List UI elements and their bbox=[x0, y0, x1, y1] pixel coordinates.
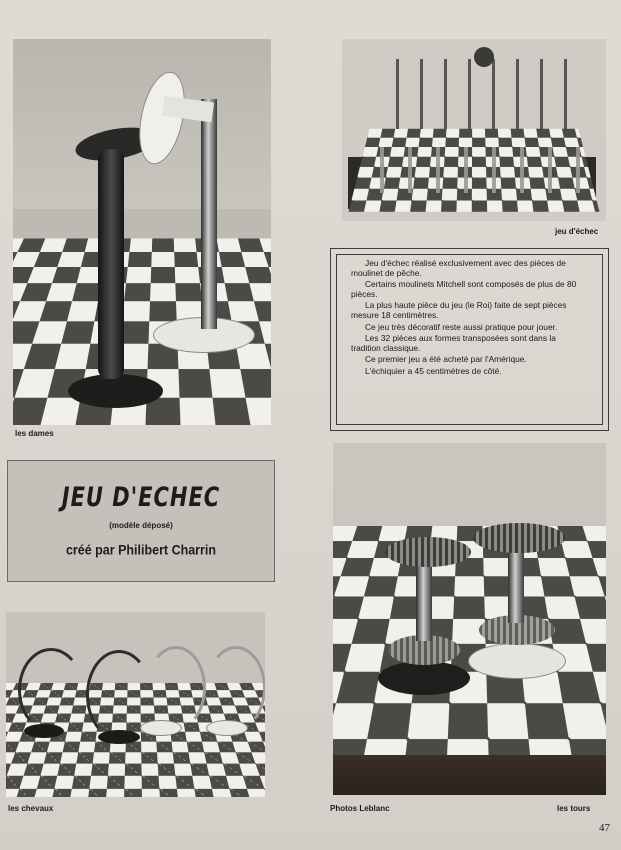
photo-les-tours bbox=[333, 443, 606, 795]
caption-les-dames: les dames bbox=[15, 429, 54, 438]
article-body bbox=[351, 259, 579, 379]
article-paragraph: Jeu d'échec réalisé exclusivement avec des pièces de moulinet de pêche. bbox=[351, 258, 566, 278]
article-paragraph: Ce premier jeu a été acheté par l'Amérique. bbox=[365, 354, 527, 365]
photo-jeu-d-echec bbox=[342, 39, 606, 221]
article-author-line: créé par Philibert Charrin bbox=[65, 542, 217, 558]
article-paragraph: Certains moulinets Mitchell sont composés de plus de 80 pièces. bbox=[351, 279, 577, 299]
article-paragraph: Les 32 pièces aux formes transposées sont dans la tradition classique. bbox=[351, 333, 556, 353]
photo-les-dames bbox=[13, 39, 271, 425]
article-paragraph: Ce jeu très décoratif reste aussi pratique pour jouer. bbox=[365, 321, 558, 332]
title-box bbox=[7, 460, 275, 582]
caption-photos-credit: Photos Leblanc bbox=[330, 804, 390, 813]
article-title: JEU D'ECHEC bbox=[61, 482, 221, 512]
article-text-box bbox=[330, 248, 609, 431]
caption-les-tours: les tours bbox=[557, 804, 591, 813]
article-paragraph: L'échiquier a 45 centimètres de côté. bbox=[365, 365, 502, 376]
article-subtitle: (modèle déposé) bbox=[109, 521, 173, 530]
page-number: 47 bbox=[599, 822, 610, 834]
article-paragraph: La plus haute pièce du jeu (le Roi) faite de sept pièces mesure 18 centimètres. bbox=[351, 300, 567, 320]
chessboard-edge bbox=[333, 755, 606, 795]
caption-jeu-d-echec: jeu d'échec bbox=[555, 227, 599, 236]
caption-les-chevaux: les chevaux bbox=[8, 804, 54, 813]
photo-les-chevaux bbox=[6, 612, 265, 797]
